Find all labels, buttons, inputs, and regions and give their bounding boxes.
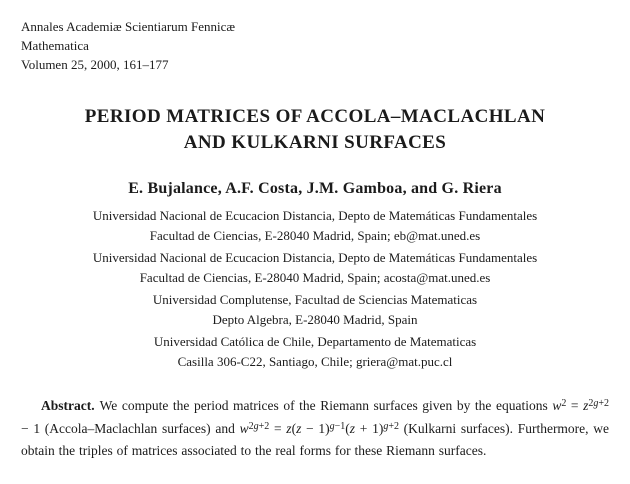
affiliation-group-2 [21, 248, 609, 288]
journal-volume-info: Volumen 25, 2000, 161–177 [21, 57, 169, 72]
affiliation-group-3 [21, 290, 609, 330]
paper-title-line1: PERIOD MATRICES OF ACCOLA–MACLACHLAN [84, 106, 546, 127]
paper-title [21, 104, 609, 156]
journal-series: Mathematica [21, 38, 89, 53]
abstract-label: Abstract. [41, 398, 95, 413]
affiliation-line: Universidad Nacional de Ecucacion Distancia, Depto de Matemáticas Fundamentales [92, 250, 538, 265]
authors-line: E. Bujalance, A.F. Costa, J.M. Gamboa, and G. Riera [128, 180, 502, 197]
abstract-body: We compute the period matrices of the Riemann surfaces given by the equations $w^2 = z^{2g+2} - 1$ (Accola–Maclachlan surfaces) and $w^{2g+2} = z(z - 1)^{g-1}(z + 1)^{g+2}$ (Kulkarni surfaces). Furthermore, we obtain the triples of matrices associated to the real forms for these Riemann surfaces. [21, 398, 610, 458]
affiliation-line: Depto Algebra, E-28040 Madrid, Spain [212, 312, 418, 327]
affiliation-line: Universidad Católica de Chile, Departamento de Matematicas [153, 334, 477, 349]
affiliation-line: Universidad Nacional de Ecucacion Distancia, Depto de Matemáticas Fundamentales [92, 208, 538, 223]
journal-name: Annales Academiæ Scientiarum Fennicæ [21, 19, 236, 34]
journal-header [21, 17, 609, 74]
affiliation-line: Facultad de Ciencias, E-28040 Madrid, Spain; eb@mat.uned.es [149, 228, 481, 243]
affiliation-group-4 [21, 332, 609, 372]
abstract-paragraph [21, 396, 609, 462]
paper-title-line2: AND KULKARNI SURFACES [183, 132, 447, 153]
affiliation-group-1 [21, 206, 609, 246]
affiliations-block [21, 206, 609, 372]
affiliation-line: Facultad de Ciencias, E-28040 Madrid, Spain; acosta@mat.uned.es [139, 270, 491, 285]
affiliation-line: Universidad Complutense, Facultad de Sciencias Matematicas [152, 292, 478, 307]
affiliation-line: Casilla 306-C22, Santiago, Chile; griera@mat.puc.cl [177, 354, 453, 369]
